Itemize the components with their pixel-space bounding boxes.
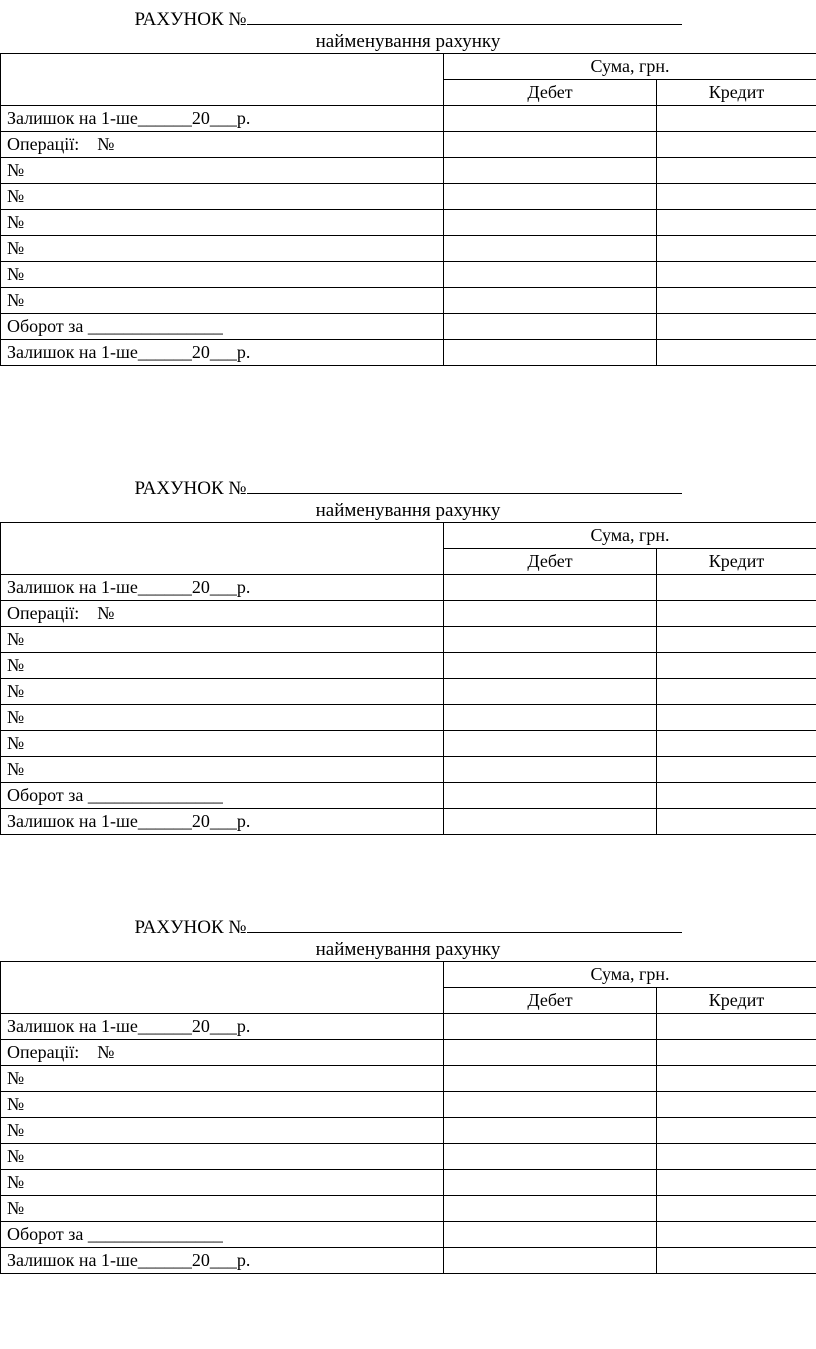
account-name-caption: найменування рахунку bbox=[315, 500, 501, 521]
credit-cell bbox=[657, 262, 816, 288]
credit-cell bbox=[657, 106, 816, 132]
debit-cell bbox=[444, 757, 657, 783]
account-table bbox=[0, 53, 816, 366]
credit-cell bbox=[657, 132, 816, 158]
account-title-line bbox=[0, 475, 816, 500]
table-row bbox=[1, 809, 816, 835]
sum-header-row bbox=[1, 54, 816, 80]
row-label: № bbox=[1, 1170, 444, 1196]
table-row bbox=[1, 653, 816, 679]
table-row bbox=[1, 705, 816, 731]
table-row bbox=[1, 1118, 816, 1144]
row-label: № bbox=[1, 1092, 444, 1118]
debit-cell bbox=[444, 1014, 657, 1040]
credit-cell bbox=[657, 1066, 816, 1092]
debit-cell bbox=[444, 1144, 657, 1170]
debit-header: Дебет bbox=[444, 549, 657, 575]
account-title-label: РАХУНОК № bbox=[134, 9, 247, 30]
debit-cell bbox=[444, 627, 657, 653]
table-row bbox=[1, 601, 816, 627]
row-label: № bbox=[1, 757, 444, 783]
debit-cell bbox=[444, 236, 657, 262]
row-label: Залишок на 1-ше______20___р. bbox=[1, 575, 444, 601]
sum-header-row bbox=[1, 962, 816, 988]
debit-cell bbox=[444, 314, 657, 340]
debit-cell bbox=[444, 1248, 657, 1274]
credit-cell bbox=[657, 1170, 816, 1196]
account-number-blank bbox=[247, 6, 682, 25]
row-label: № bbox=[1, 158, 444, 184]
debit-cell bbox=[444, 262, 657, 288]
credit-cell bbox=[657, 1222, 816, 1248]
table-row bbox=[1, 1092, 816, 1118]
credit-cell bbox=[657, 731, 816, 757]
credit-cell bbox=[657, 757, 816, 783]
row-label: № bbox=[1, 184, 444, 210]
debit-cell bbox=[444, 1196, 657, 1222]
debit-cell bbox=[444, 809, 657, 835]
sum-header-row bbox=[1, 523, 816, 549]
credit-cell bbox=[657, 679, 816, 705]
table-row bbox=[1, 1248, 816, 1274]
debit-cell bbox=[444, 1118, 657, 1144]
account-name-caption: найменування рахунку bbox=[315, 31, 501, 52]
row-label: № bbox=[1, 627, 444, 653]
debit-cell bbox=[444, 158, 657, 184]
table-row bbox=[1, 1144, 816, 1170]
debit-cell bbox=[444, 705, 657, 731]
credit-cell bbox=[657, 575, 816, 601]
credit-cell bbox=[657, 210, 816, 236]
table-row bbox=[1, 679, 816, 705]
sum-header: Сума, грн. bbox=[444, 54, 816, 80]
credit-cell bbox=[657, 601, 816, 627]
debit-cell bbox=[444, 653, 657, 679]
debit-cell bbox=[444, 1170, 657, 1196]
debit-cell bbox=[444, 340, 657, 366]
row-label: Оборот за _______________ bbox=[1, 314, 444, 340]
table-row bbox=[1, 1196, 816, 1222]
header-spacer-cell bbox=[1, 962, 444, 1014]
table-row bbox=[1, 210, 816, 236]
credit-cell bbox=[657, 288, 816, 314]
row-label: № bbox=[1, 236, 444, 262]
table-row bbox=[1, 236, 816, 262]
account-name-caption: найменування рахунку bbox=[315, 939, 501, 960]
header-spacer-cell bbox=[1, 54, 444, 106]
table-row bbox=[1, 1066, 816, 1092]
table-row bbox=[1, 184, 816, 210]
table-row bbox=[1, 731, 816, 757]
debit-cell bbox=[444, 184, 657, 210]
credit-cell bbox=[657, 653, 816, 679]
table-row bbox=[1, 1014, 816, 1040]
row-label: Операції: № bbox=[1, 132, 444, 158]
table-row bbox=[1, 627, 816, 653]
debit-cell bbox=[444, 288, 657, 314]
row-label: № bbox=[1, 210, 444, 236]
row-label: № bbox=[1, 1066, 444, 1092]
row-label: Залишок на 1-ше______20___р. bbox=[1, 809, 444, 835]
credit-cell bbox=[657, 1118, 816, 1144]
row-label: Залишок на 1-ше______20___р. bbox=[1, 340, 444, 366]
table-row bbox=[1, 575, 816, 601]
debit-cell bbox=[444, 106, 657, 132]
sum-header: Сума, грн. bbox=[444, 523, 816, 549]
row-label: № bbox=[1, 705, 444, 731]
account-title-line bbox=[0, 914, 816, 939]
row-label: Оборот за _______________ bbox=[1, 1222, 444, 1248]
credit-header: Кредит bbox=[657, 988, 816, 1014]
row-label: № bbox=[1, 1144, 444, 1170]
credit-cell bbox=[657, 783, 816, 809]
row-label: № bbox=[1, 288, 444, 314]
credit-cell bbox=[657, 236, 816, 262]
credit-cell bbox=[657, 627, 816, 653]
account-block bbox=[0, 475, 816, 835]
account-table bbox=[0, 522, 816, 835]
row-label: № bbox=[1, 731, 444, 757]
row-label: Операції: № bbox=[1, 1040, 444, 1066]
row-label: Операції: № bbox=[1, 601, 444, 627]
row-label: Оборот за _______________ bbox=[1, 783, 444, 809]
debit-cell bbox=[444, 1222, 657, 1248]
credit-header: Кредит bbox=[657, 80, 816, 106]
debit-cell bbox=[444, 575, 657, 601]
credit-cell bbox=[657, 158, 816, 184]
debit-cell bbox=[444, 783, 657, 809]
header-spacer-cell bbox=[1, 523, 444, 575]
debit-cell bbox=[444, 601, 657, 627]
table-row bbox=[1, 314, 816, 340]
credit-cell bbox=[657, 1092, 816, 1118]
row-label: Залишок на 1-ше______20___р. bbox=[1, 1248, 444, 1274]
table-row bbox=[1, 783, 816, 809]
credit-cell bbox=[657, 705, 816, 731]
table-row bbox=[1, 132, 816, 158]
credit-cell bbox=[657, 314, 816, 340]
row-label: № bbox=[1, 653, 444, 679]
row-label: Залишок на 1-ше______20___р. bbox=[1, 1014, 444, 1040]
table-row bbox=[1, 262, 816, 288]
credit-header: Кредит bbox=[657, 549, 816, 575]
table-row bbox=[1, 340, 816, 366]
sum-header: Сума, грн. bbox=[444, 962, 816, 988]
account-title-line bbox=[0, 6, 816, 31]
credit-cell bbox=[657, 1144, 816, 1170]
account-number-blank bbox=[247, 914, 682, 933]
account-number-blank bbox=[247, 475, 682, 494]
table-row bbox=[1, 106, 816, 132]
credit-cell bbox=[657, 1196, 816, 1222]
debit-cell bbox=[444, 731, 657, 757]
debit-cell bbox=[444, 679, 657, 705]
account-block bbox=[0, 0, 816, 366]
credit-cell bbox=[657, 340, 816, 366]
debit-cell bbox=[444, 132, 657, 158]
credit-cell bbox=[657, 1248, 816, 1274]
credit-cell bbox=[657, 1040, 816, 1066]
row-label: № bbox=[1, 1196, 444, 1222]
table-row bbox=[1, 757, 816, 783]
debit-cell bbox=[444, 210, 657, 236]
credit-cell bbox=[657, 809, 816, 835]
debit-header: Дебет bbox=[444, 988, 657, 1014]
row-label: № bbox=[1, 262, 444, 288]
debit-cell bbox=[444, 1092, 657, 1118]
debit-header: Дебет bbox=[444, 80, 657, 106]
table-row bbox=[1, 288, 816, 314]
table-row bbox=[1, 1040, 816, 1066]
debit-cell bbox=[444, 1040, 657, 1066]
table-row bbox=[1, 1222, 816, 1248]
credit-cell bbox=[657, 1014, 816, 1040]
table-row bbox=[1, 158, 816, 184]
account-title-label: РАХУНОК № bbox=[134, 478, 247, 499]
debit-cell bbox=[444, 1066, 657, 1092]
account-block bbox=[0, 914, 816, 1274]
table-row bbox=[1, 1170, 816, 1196]
row-label: № bbox=[1, 679, 444, 705]
account-table bbox=[0, 961, 816, 1274]
row-label: № bbox=[1, 1118, 444, 1144]
row-label: Залишок на 1-ше______20___р. bbox=[1, 106, 444, 132]
credit-cell bbox=[657, 184, 816, 210]
account-title-label: РАХУНОК № bbox=[134, 917, 247, 938]
